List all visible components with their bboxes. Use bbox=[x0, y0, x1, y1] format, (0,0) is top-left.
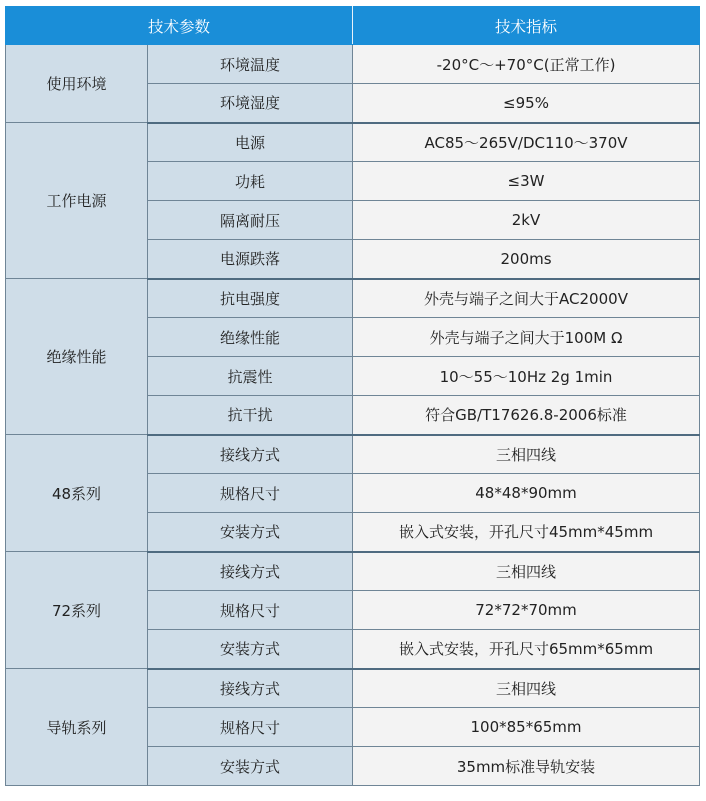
value-cell: 嵌入式安装，开孔尺寸65mm*65mm bbox=[353, 630, 700, 669]
value-cell: 三相四线 bbox=[353, 669, 700, 708]
header-specs: 技术指标 bbox=[353, 7, 700, 45]
param-cell: 电源 bbox=[148, 123, 353, 162]
value-cell: 符合GB/T17626.8-2006标准 bbox=[353, 396, 700, 435]
value-cell: 外壳与端子之间大于AC2000V bbox=[353, 279, 700, 318]
value-cell: 10～55～10Hz 2g 1min bbox=[353, 357, 700, 396]
param-cell: 抗电强度 bbox=[148, 279, 353, 318]
value-cell: ≤95% bbox=[353, 84, 700, 123]
param-cell: 安装方式 bbox=[148, 747, 353, 786]
param-cell: 电源跌落 bbox=[148, 240, 353, 279]
value-cell: 2kV bbox=[353, 201, 700, 240]
param-cell: 环境湿度 bbox=[148, 84, 353, 123]
table-row bbox=[6, 279, 700, 318]
category-cell: 72系列 bbox=[6, 552, 148, 669]
param-cell: 环境温度 bbox=[148, 45, 353, 84]
category-cell: 48系列 bbox=[6, 435, 148, 552]
value-cell: 48*48*90mm bbox=[353, 474, 700, 513]
spec-table bbox=[5, 6, 700, 786]
param-cell: 安装方式 bbox=[148, 630, 353, 669]
value-cell: ≤3W bbox=[353, 162, 700, 201]
param-cell: 功耗 bbox=[148, 162, 353, 201]
table-row bbox=[6, 45, 700, 84]
category-cell: 绝缘性能 bbox=[6, 279, 148, 435]
category-cell: 工作电源 bbox=[6, 123, 148, 279]
value-cell: 三相四线 bbox=[353, 435, 700, 474]
header-row bbox=[6, 7, 700, 45]
value-cell: 外壳与端子之间大于100M Ω bbox=[353, 318, 700, 357]
table-row bbox=[6, 435, 700, 474]
table-row bbox=[6, 669, 700, 708]
value-cell: 72*72*70mm bbox=[353, 591, 700, 630]
param-cell: 抗干扰 bbox=[148, 396, 353, 435]
header-params: 技术参数 bbox=[6, 7, 353, 45]
value-cell: 嵌入式安装，开孔尺寸45mm*45mm bbox=[353, 513, 700, 552]
param-cell: 接线方式 bbox=[148, 552, 353, 591]
param-cell: 安装方式 bbox=[148, 513, 353, 552]
value-cell: 三相四线 bbox=[353, 552, 700, 591]
param-cell: 隔离耐压 bbox=[148, 201, 353, 240]
value-cell: 35mm标准导轨安装 bbox=[353, 747, 700, 786]
category-cell: 导轨系列 bbox=[6, 669, 148, 786]
value-cell: 200ms bbox=[353, 240, 700, 279]
param-cell: 抗震性 bbox=[148, 357, 353, 396]
param-cell: 绝缘性能 bbox=[148, 318, 353, 357]
value-cell: 100*85*65mm bbox=[353, 708, 700, 747]
param-cell: 接线方式 bbox=[148, 435, 353, 474]
category-cell: 使用环境 bbox=[6, 45, 148, 123]
value-cell: AC85～265V/DC110～370V bbox=[353, 123, 700, 162]
param-cell: 接线方式 bbox=[148, 669, 353, 708]
value-cell: -20°C～+70°C(正常工作) bbox=[353, 45, 700, 84]
param-cell: 规格尺寸 bbox=[148, 708, 353, 747]
param-cell: 规格尺寸 bbox=[148, 591, 353, 630]
param-cell: 规格尺寸 bbox=[148, 474, 353, 513]
table-row bbox=[6, 552, 700, 591]
table-row bbox=[6, 123, 700, 162]
